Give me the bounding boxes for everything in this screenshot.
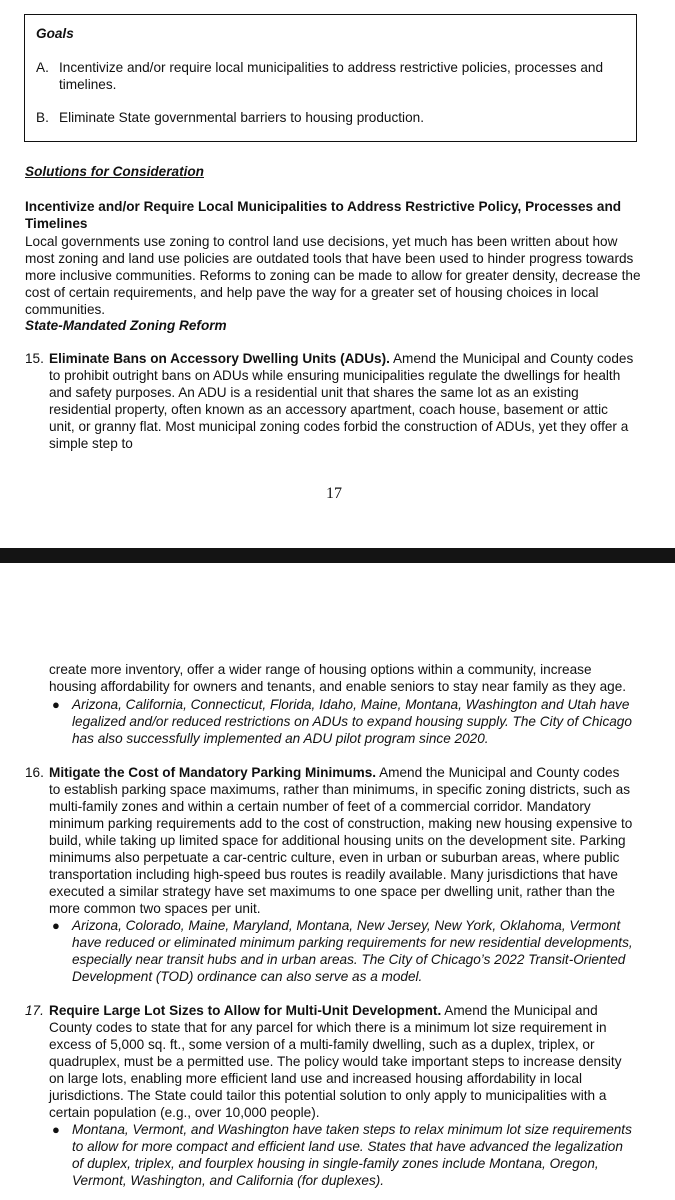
item-title: Eliminate Bans on Accessory Dwelling Units (ADUs). (49, 351, 390, 366)
subheading: Incentivize and/or Require Local Municipalities to Address Restrictive Policy, Processes and Timelines (25, 199, 622, 231)
item-title: Mitigate the Cost of Mandatory Parking Minimums. (49, 765, 377, 780)
section-heading: State-Mandated Zoning Reform (25, 318, 227, 333)
item-17-body (49, 1002, 634, 1121)
page-18 (0, 563, 675, 1200)
item-15-body (49, 350, 634, 452)
item-number: 17. (25, 1003, 44, 1018)
bullet-icon: ● (52, 918, 60, 933)
solutions-heading: Solutions for Consideration (25, 164, 204, 179)
intro-paragraph: Local governments use zoning to control land use decisions, yet much has been written about how most zoning and land use policies are outdated tools that have been used to hinder progress towards more inclusive communities. Reforms to zoning can be made to allow for greater density, decrease the cost of certain requirements, and help pave the way for a greater set of housing choices in local communities. (25, 234, 641, 317)
item-15-continued: create more inventory, offer a wider range of housing options within a community, increase housing affordability for owners and tenants, and enable seniors to stay near family as they age. (49, 662, 627, 694)
item-text: Amend the Municipal and County codes to establish parking space maximums, rather than minimums, in specific zoning districts, such as multi-family zones and within a certain number of feet of a commercial corridor. Mandatory minimum parking requirements add to the cost of construction, making new housing expensive to build, while taking up limited space for additional housing units on the development site. Parking minimums also perpetuate a car-centric culture, even in urban or suburban areas, where public transportation including high-speed bus routes is readily available. Many jurisdictions that have executed a similar strategy have set maximums to one space per dwelling unit, rather than the more common two spaces per unit. (49, 765, 633, 916)
item-number: 16. (25, 765, 44, 780)
item-16-body (49, 764, 634, 917)
page-divider (0, 548, 675, 563)
goals-box (24, 14, 637, 142)
bullet-icon: ● (52, 1122, 60, 1137)
goal-label: B. (36, 110, 49, 125)
page-number: 17 (326, 485, 342, 502)
goals-title: Goals (36, 26, 74, 41)
item-17-bullet: Montana, Vermont, and Washington have taken steps to relax minimum lot size requirements to allow for more compact and efficient land use. States that have advanced the legalization of duplex, triplex, and fourplex housing in single-family zones include Montana, Oregon, Vermont, Washington, and California (for duplexes). (72, 1122, 632, 1188)
bullet-icon: ● (52, 697, 60, 712)
item-text: Amend the Municipal and County codes to prohibit outright bans on ADUs while ensuring municipalities regulate the dwellings for health and safety purposes. An ADU is a residential unit that shares the same lot as an existing residential property, often known as an accessory apartment, coach house, basement or attic unit, or granny flat. Most municipal zoning codes forbid the construction of ADUs, yet they offer a simple step to (49, 351, 634, 451)
goal-label: A. (36, 60, 49, 75)
goal-text: Eliminate State governmental barriers to housing production. (59, 110, 424, 125)
item-16-bullet: Arizona, Colorado, Maine, Maryland, Montana, New Jersey, New York, Oklahoma, Vermont have reduced or eliminated minimum parking requirements for new residential developments, especially near transit hubs and in urban areas. The City of Chicago’s 2022 Transit-Oriented Development (TOD) ordinance can also serve as a model. (72, 918, 633, 984)
page-17 (0, 0, 675, 548)
goal-text: Incentivize and/or require local municipalities to address restrictive policies, processes and timelines. (59, 60, 604, 92)
item-title: Require Large Lot Sizes to Allow for Multi-Unit Development. (49, 1003, 442, 1018)
item-text: Amend the Municipal and County codes to state that for any parcel for which there is a minimum lot size requirement in excess of 5,000 sq. ft., some version of a multi-family dwelling, such as a duplex, triplex, or quadruplex, must be a permitted use. The policy would take important steps to increase density on large lots, enabling more efficient land use and increased housing affordability in local jurisdictions. The State could tailor this potential solution to only apply to municipalities with a certain population (e.g., over 10,000 people). (49, 1003, 622, 1120)
item-15-bullet: Arizona, California, Connecticut, Florida, Idaho, Maine, Montana, Washington and Utah have legalized and/or reduced restrictions on ADUs to expand housing supply. The City of Chicago has also successfully implemented an ADU pilot program since 2020. (72, 697, 632, 746)
item-number: 15. (25, 351, 44, 366)
